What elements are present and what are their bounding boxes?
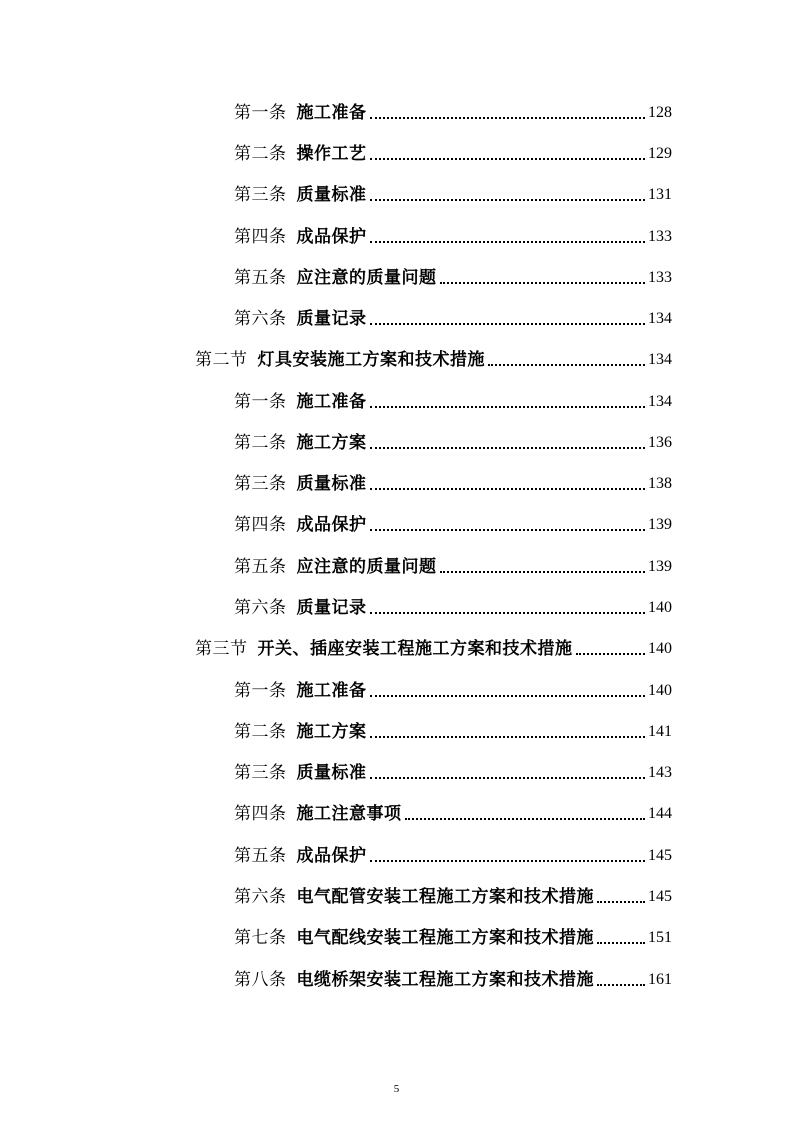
toc-entry-title: 施工准备 [296, 681, 367, 701]
toc-entry-number: 第一条 [234, 392, 287, 412]
toc-entry-page: 141 [648, 723, 672, 740]
toc-entry-page: 129 [648, 145, 672, 162]
dot-leader [370, 612, 646, 614]
toc-entry[interactable] [234, 961, 672, 991]
dot-leader [440, 282, 646, 284]
toc-entry-page: 133 [648, 269, 672, 286]
toc-entry-title: 施工准备 [296, 392, 367, 412]
toc-entry-number: 第三条 [234, 474, 287, 494]
dot-leader [488, 364, 645, 366]
toc-entry[interactable] [234, 506, 672, 536]
toc-entry-page: 145 [648, 847, 672, 864]
toc-entry[interactable] [234, 754, 672, 784]
dot-leader [370, 777, 646, 779]
toc-entry-title: 施工方案 [296, 433, 367, 453]
toc-entry-page: 131 [648, 186, 672, 203]
toc-entry-title: 成品保护 [296, 846, 367, 866]
dot-leader [405, 818, 646, 820]
toc-entry-page: 140 [648, 599, 672, 616]
dot-leader [370, 860, 646, 862]
dot-leader [370, 736, 646, 738]
toc-entry[interactable] [234, 259, 672, 289]
toc-entry-number: 第五条 [234, 557, 287, 577]
toc-entry-number: 第四条 [234, 515, 287, 535]
toc-entry-number: 第二条 [234, 433, 287, 453]
toc-entry-number: 第四条 [234, 804, 287, 824]
toc-entry-number: 第四条 [234, 227, 287, 247]
toc-entry-number: 第二节 [195, 350, 248, 370]
toc-entry[interactable] [234, 300, 672, 330]
toc-entry-title: 成品保护 [296, 515, 367, 535]
dot-leader [370, 323, 646, 325]
toc-entry-number: 第五条 [234, 846, 287, 866]
toc-entry[interactable] [234, 878, 672, 908]
toc-entry[interactable] [234, 135, 672, 165]
dot-leader [370, 447, 646, 449]
toc-entry-page: 140 [648, 640, 672, 657]
toc-entry-page: 134 [648, 351, 672, 368]
toc-entry[interactable] [234, 672, 672, 702]
toc-entry-page: 128 [648, 104, 672, 121]
toc-entry-number: 第七条 [234, 928, 287, 948]
toc-entry-title: 施工注意事项 [296, 804, 402, 824]
dot-leader [370, 488, 646, 490]
dot-leader [370, 117, 646, 119]
toc-entry-page: 161 [648, 971, 672, 988]
toc-entry-title: 应注意的质量问题 [296, 557, 437, 577]
toc-section-entry[interactable] [195, 341, 672, 371]
toc-entry-page: 139 [648, 558, 672, 575]
toc-entry-title: 开关、插座安装工程施工方案和技术措施 [257, 639, 573, 659]
toc-entry-page: 151 [648, 929, 672, 946]
toc-entry-page: 136 [648, 434, 672, 451]
toc-entry[interactable] [234, 94, 672, 124]
toc-entry[interactable] [234, 218, 672, 248]
toc-entry-title: 电气配线安装工程施工方案和技术措施 [296, 928, 594, 948]
toc-entry-number: 第六条 [234, 309, 287, 329]
dot-leader [370, 199, 646, 201]
toc-entry-number: 第八条 [234, 970, 287, 990]
toc-entry[interactable] [234, 424, 672, 454]
toc-entry-title: 质量记录 [296, 598, 367, 618]
toc-entry-title: 应注意的质量问题 [296, 268, 437, 288]
toc-entry-title: 施工准备 [296, 103, 367, 123]
toc-entry-page: 145 [648, 888, 672, 905]
dot-leader [597, 901, 645, 903]
toc-entry[interactable] [234, 465, 672, 495]
toc-entry[interactable] [234, 713, 672, 743]
toc-entry-number: 第二条 [234, 722, 287, 742]
toc-entry-title: 灯具安装施工方案和技术措施 [257, 350, 485, 370]
toc-entry-title: 操作工艺 [296, 144, 367, 164]
toc-entry-number: 第六条 [234, 598, 287, 618]
toc-entry-page: 133 [648, 228, 672, 245]
dot-leader [370, 241, 646, 243]
toc-entry[interactable] [234, 176, 672, 206]
dot-leader [440, 571, 646, 573]
toc-entry-title: 电缆桥架安装工程施工方案和技术措施 [296, 970, 594, 990]
toc-entry-number: 第六条 [234, 887, 287, 907]
dot-leader [370, 529, 646, 531]
toc-entry-page: 134 [648, 393, 672, 410]
toc-entry[interactable] [234, 919, 672, 949]
toc-entry-title: 质量标准 [296, 474, 367, 494]
dot-leader [370, 695, 646, 697]
toc-entry-page: 140 [648, 682, 672, 699]
dot-leader [597, 942, 645, 944]
toc-entry-page: 134 [648, 310, 672, 327]
toc-entry[interactable] [234, 383, 672, 413]
toc-entry-number: 第五条 [234, 268, 287, 288]
toc-entry-title: 质量标准 [296, 763, 367, 783]
toc-entry[interactable] [234, 837, 672, 867]
toc-entry-page: 138 [648, 475, 672, 492]
toc-entry[interactable] [234, 795, 672, 825]
toc-entry-number: 第一条 [234, 681, 287, 701]
toc-entry-page: 144 [648, 805, 672, 822]
dot-leader [370, 158, 646, 160]
toc-entry-title: 施工方案 [296, 722, 367, 742]
toc-entry-number: 第三条 [234, 185, 287, 205]
toc-section-entry[interactable] [195, 630, 672, 660]
toc-entry-title: 电气配管安装工程施工方案和技术措施 [296, 887, 594, 907]
toc-entry-number: 第一条 [234, 103, 287, 123]
toc-entry-number: 第三节 [195, 639, 248, 659]
toc-entry-title: 质量标准 [296, 185, 367, 205]
toc-entry[interactable] [234, 589, 672, 619]
page-number: 5 [393, 1083, 400, 1095]
toc-entry[interactable] [234, 548, 672, 578]
toc-entry-number: 第二条 [234, 144, 287, 164]
toc-entry-page: 143 [648, 764, 672, 781]
dot-leader [370, 406, 646, 408]
toc-entry-title: 质量记录 [296, 309, 367, 329]
dot-leader [576, 653, 646, 655]
dot-leader [597, 984, 645, 986]
toc-entry-title: 成品保护 [296, 227, 367, 247]
toc-entry-number: 第三条 [234, 763, 287, 783]
toc-entry-page: 139 [648, 516, 672, 533]
